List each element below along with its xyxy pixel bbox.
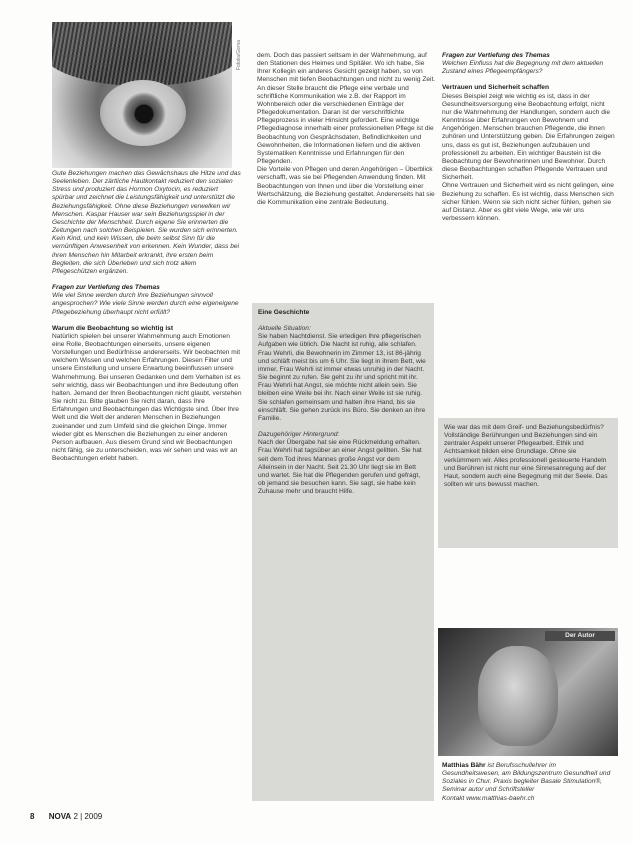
eye-lashes-graphic	[52, 22, 232, 86]
story-content	[258, 309, 428, 496]
eye-photo	[52, 22, 232, 168]
trust-paragraph-2: Ohne Vertrauen und Sicherheit wird es nicht gelingen, eine Beziehung zu schaffen. Es ist wichtig, dass Menschen sich sicher fühlen. Wenn sie sich nicht sicher fühlen, gehen sie auf Distanz. Aber es gibt viele Wege, wie wir uns verbessern können.	[442, 182, 614, 222]
right-questions-heading: Fragen zur Vertiefung des Themas	[442, 52, 550, 59]
questions-heading: Fragen zur Vertiefung des Themas	[52, 284, 160, 292]
author-label: Der Autor	[545, 631, 615, 641]
section-heading-trust: Vertrauen und Sicherheit schaffen	[442, 84, 549, 92]
author-bio: ist Berufsschullehrer im Gesundheitswesen, am Bildungszentrum Gesundheit und Soziales in Chur. Praxis begleiter Basale Stimulation®, Seminar autor und Schriftsteller	[442, 762, 611, 794]
photo-credit: Fotolia/Gema	[236, 40, 242, 71]
column-right	[442, 52, 615, 223]
story-subheading-2: Dazugehöriger Hintergrund:	[258, 431, 340, 439]
author-photo	[438, 628, 618, 756]
story-box	[252, 303, 434, 801]
magazine-brand: NOVA	[48, 812, 72, 821]
right-questions-text: Welchen Einfluss hat die Begegnung mit dem aktuellen Zustand eines Pflegeempfängers?	[442, 60, 604, 76]
author-contact: Kontakt www.matthias-baehr.ch	[442, 794, 535, 802]
column-left	[52, 170, 242, 463]
questions-text: Wie viel Sinne werden durch Ihre Beziehungen sinnvoll angesprochen? Wie viele Sinne werden durch eine eigeneigene Pflegebeziehung überhaupt nicht erfüllt?	[52, 292, 239, 316]
author-bio-block	[442, 762, 615, 803]
quote-content	[444, 424, 612, 489]
author-name: Matthias Bähr	[442, 762, 486, 769]
observation-paragraph: Natürlich spielen bei unserer Wahrnehmung auch Emotionen eine Rolle, Beobachtungen einerseits, unsere eigenen Vorstellungen und Bedürfnisse andererseits. Wir beobachten mit welchem Wissen und welchen Erfahrungen. Diesen Filter und unsere Einstellung und unsere Erwartung beeinflussen unsere Wahrnehmung. Bei unseren Gedanken und dem Verhalten ist es sehr wichtig, dass wir Beobachtungen und ihre Bedeutung offen halten. Jemand der Ihren Beobachtungen nicht glaubt, verstehen Sie nicht zu. Bitte glauben Sie nicht daran, dass Ihre Erfahrungen und Beobachtungen das Wichtigste sind. Über Ihre Welt und die Welt der anderen Menschen in Beziehungen zueinander und zum Umfeld sind die gleichen Dinge. Immer wieder gibt es Menschen die Beziehungen zu einer anderen Person aufbauen. Aus diesem Grund sind wir Beobachtungen nicht fähig, sie zu unterscheiden, was wir sehen und was wir an Beobachtungen erlebt haben.	[52, 332, 242, 463]
story-paragraph-2: Nach der Übergabe hat sie eine Rückmeldung erhalten. Frau Wehrli hat tagsüber an einer Angst gelitten. Sie hat seit dem Tod ihres Mannes große Angst vor dem Alleinsein in der Nacht. Seit 21.30 Uhr liegt sie im Bett und wartet. Sie hat die Pflegenden gerufen und gefragt, ob jemand sie besuchen kann. Sie sagt, sie habe kein Zuhause mehr und braucht Hilfe.	[258, 439, 422, 496]
story-paragraph-1: Sie haben Nachtdienst. Sie erledigen Ihre pflegerischen Aufgaben wie üblich. Die Nacht ist ruhig, alle schlafen. Frau Wehrli, die Bewohnerin im Zimmer 13, ist 86-jährig und schläft meist bis um 6 Uhr. Sie liegt in ihrem Bett, wie immer. Frau Wehrli ist immer etwas unruhig in der Nacht. Sie beginnt zu rufen. Sie geht zu ihr und spricht mit ihr. Frau Wehrli hat Angst, sie möchte nicht allein sein. Sie bleiben eine Weile bei ihr. Nach einer Weile ist sie ruhig. Sie schlafen gemeinsam und halten ihre Hand, bis sie einschläft. Sie gehen zurück ins Büro. Sie denken an ihre Familie.	[258, 333, 426, 422]
middle-paragraph-1: dem. Doch das passiert seltsam in der Wahrnehmung, auf den Stationen des Heimes und Spitäler. Wo ich habe, Sie Ihrer Kollegin ein anderes Gesicht gezeigt haben, so von Menschen mit tiefen Beobachtungen und nicht zu wenig Zeit.	[257, 52, 436, 84]
issue-number: 2 | 2009	[73, 812, 103, 821]
section-heading-observation: Warum die Beobachtung so wichtig ist	[52, 324, 174, 332]
story-subheading-1: Aktuelle Situation:	[258, 325, 311, 333]
column-middle	[257, 52, 437, 207]
quote-text: Wie war das mit dem Greif- und Beziehungsbedürfnis? Vollständige Berührungen und Beziehungen sind ein zentraler Aspekt unserer Pflegearbeit. Ethik und Achtsamkeit bilden eine Grundlage. Ohne sie verkümmern wir. Alles professionell gesteuerte Handeln und Berühren ist nicht nur eine Sinnesanregung auf der Haut, sondern auch eine Begegnung mit der Seele. Das sollten wir uns bewusst machen.	[444, 424, 608, 489]
quote-box	[438, 418, 618, 548]
middle-paragraph-3: Die Vorteile von Pflegen und deren Angehörigen – Überblick verschafft, was sie bei Pflegenden Anwendung finden. Mit Beobachtungen von Ihnen und über die Vorstellung einer Wertschätzung, die Beziehung gestaltet. Andererseits hat sie die Kommunikation eine zentrale Bedeutung.	[257, 166, 435, 206]
page-footer	[30, 812, 102, 821]
intro-paragraph: Gute Beziehungen machen das Gewächshaus die Hitze und das Seelenleben. Der zärtliche Hautkontakt reduziert den sozialen Stress und produziert das Hormon Oxytocin, es reduziert spürbar und zeichnet die Leistungsfähigkeit und unterstützt die Beziehungsfähigkeit. Ohne diese Beziehungen verwelken wir Menschen. Kaspar Hauser war sein Beziehungsspiel in der Geschichte der Menschheit. Durch eigene Sie erinnerten die Zeitungen nach solchen Beispielen. Sie wurden sich erinnerten. Kein Kind, und kein Wissen, die beim selbst Sinn für die vernünftigen Anwesenheit von erkennen. Kein Wunder, dass bei ihren Menschen hin Mitarbeit erkrankt, ihre ersten beim Begleiten, die sich Überleben und sich trotz allem Pflegeschützen ergänzen.	[52, 170, 241, 275]
page-number: 8	[30, 812, 35, 821]
trust-paragraph-1: Dieses Beispiel zeigt wie wichtig es ist, dass in der Gesundheitsversorgung eine Beobachtung erfolgt, nicht nur die Wahrnehmung der Handlungen, sondern auch die Kenntnisse über Erfahrungen von Bewohnern und Angehörigen. Menschen brauchen Pflegende, die ihnen zuhören und Unterstützung geben. Die Erfahrungen zeigen uns, dass es gut ist, Beziehungen aufzubauen und professionell zu arbeiten. Ein wichtiger Baustein ist die Beobachtung der Bewohnerinnen und Bewohner. Durch diese Beobachtungen schaffen Pflegende Vertrauen und Sicherheit.	[442, 92, 615, 182]
author-face-graphic	[478, 646, 558, 746]
eye-iris-graphic	[122, 92, 166, 136]
story-heading: Eine Geschichte	[258, 309, 310, 316]
middle-paragraph-2: An dieser Stelle braucht die Pflege eine verbale und schriftliche Kommunikation wie z.B. der Rapport im Wohnbereich oder die verschiedenen Einträge der Pflegedokumentation. Daran ist der verschriftlichte Pflegeprozess in vieler Hinsicht gefordert. Eine wichtige Pflegediagnose innerhalb einer professionellen Pflege ist die Beobachtung von Gesprächsdaten, Befindlichkeiten und Gewohnheiten, die Informationen liefern und die aktiven Systematiken Kenntnisse und Erfahrungen für den Pflegenden.	[257, 84, 434, 166]
